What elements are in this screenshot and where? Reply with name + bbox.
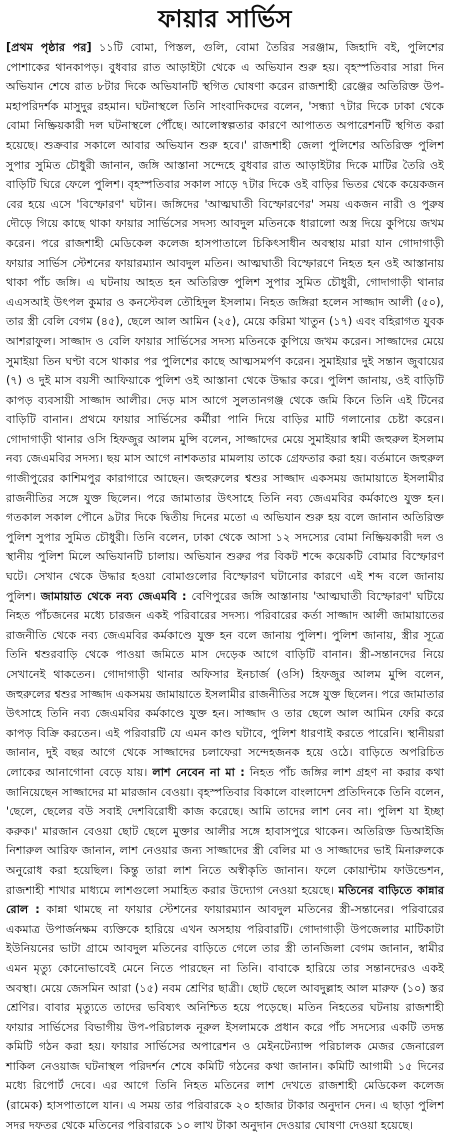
section-text: বেণিপুরের জঙ্গি আস্তানায় 'আত্মঘাতী বিস্ফোরণ' ঘটিয়ে নিহত পাঁচজনের মধ্যে চারজন একই পরিবারের সদস্য। পরিবারের কর্তা সাজ্জাদ আলী জামায়াতের রাজনীতি থেকে নব্য জেএমবির কর্মকাণ্ডে যুক্ত হন বলে জানায় পুলিশ। পুলিশ জানায়, স্ত্রীর সূত্রে তিনি শ্বশুরবাড়ি থেকে পাওয়া জমিতে মাস দেড়েক আগে বাড়িটি বানান। স্ত্রী-সন্তানদের নিয়ে সেখানেই থাকতেন। গোদাগাড়ী থানার অফিসার ইনচার্জ (ওসি) হিফজুর আলম মুন্সি বলেন, জহুরুলের শ্বশুর সাজ্জাদ একসময় জামায়াতে ইসলামীর রাজনীতির সঙ্গে যুক্ত ছিলেন। পরে জামাতার উৎসাহে তিনি নব্য জেএমবির কর্মকাণ্ডে যুক্ত হন। সাজ্জাদ ও তার ছেলে আল আমিন ফেরি করে কাপড় বিক্রি করতেন। এই পরিবারটি যে এমন কাণ্ড ঘটাবে, পুলিশ ধারণাই করতে পারেনি। স্থানীয়রা জানান, দুই বছর আগে থেকে সাজ্জাদের চলাফেরা সন্দেহজনক হয়ে ওঠে। বাড়িতে অপরিচিত লোকের আনাগোনা বেড়ে যায়। — [6, 589, 444, 779]
section-subhead: লাশ নেবেন না মা : — [152, 765, 245, 779]
section-subhead: মতিনের বাড়িতে কান্নার রোল : — [6, 883, 444, 917]
continuation-marker: [প্রথম পৃষ্ঠার পর] — [6, 41, 92, 54]
article-body — [6, 38, 444, 1135]
intro-paragraph: ১১টি বোমা, পিস্তল, গুলি, বোমা তৈরির সরঞ্জাম, জিহাদি বই, পুলিশের পোশাকের থানকাপড়। বুধবার রাত আড়াইটা থেকে এ অভিযান শুরু হয়। বৃহস্পতিবার সারা দিন অভিযান শেষে রাত ৮টার দিকে অভিযানটি স্থগিত ঘোষণা করেন রাজশাহী রেঞ্জের অতিরিক্ত উপ-মহাপরিদর্শক মাসুদুর রহমান। ঘটনাস্থলে তিনি সাংবাদিকদের বলেন, 'সন্ধ্যা ৭টার দিকে ঢাকা থেকে বোমা নিষ্ক্রিয়কারী দল ঘটনাস্থলে পৌঁছে। আলোস্বল্পতার কারণে আপাতত অপারেশনটি স্থগিত করা হয়েছে। শুক্রবার সকালে আবার অভিযান শুরু হবে।' রাজশাহী জেলা পুলিশের অতিরিক্ত পুলিশ সুপার সুমিত চৌধুরী জানান, জঙ্গি আস্তানা সন্দেহে বুধবার রাত আড়াইটার দিকে মাটির তৈরি ওই বাড়িটি ঘিরে ফেলে পুলিশ। বৃহস্পতিবার সকাল সাড়ে ৭টার দিকে ওই বাড়ির ভিতর থেকে কয়েকজন বের হয়ে এসে 'বিস্ফোরণ' ঘটান। জঙ্গিদের 'আত্মঘাতী বিস্ফোরণের' সময় একজন নারী ও পুরুষ দৌড়ে গিয়ে কাছে থাকা ফায়ার সার্ভিসের সদস্য আবদুল মতিনকে ধারালো অস্ত্র দিয়ে কুপিয়ে জখম করেন। পরে রাজশাহী মেডিকেল কলেজ হাসপাতালে চিকিৎসাধীন অবস্থায় মারা যান গোদাগাড়ী ফায়ার সার্ভিস স্টেশনের ফায়ারম্যান আবদুল মতিন। আত্মঘাতী বিস্ফোরণে নিহত হন ওই আস্তানায় থাকা পাঁচ জঙ্গি। এ ঘটনায় আহত হন অতিরিক্ত পুলিশ সুপার সুমিত চৌধুরী, গোদাগাড়ী থানার এএসআই উৎপল কুমার ও কনস্টেবল তৌহিদুল ইসলাম। নিহত জঙ্গিরা হলেন সাজ্জাদ আলী (৫০), তার স্ত্রী বেলি বেগম (৪৫), ছেলে আল আমিন (২৫), মেয়ে করিমা খাতুন (১৭) এবং বহিরাগত যুবক আশরাফুল। সাজ্জাদ ও বেলি ফায়ার সার্ভিসের সদস্য মতিনকে কুপিয়ে জখম করেন। সাজ্জাদের মেয়ে সুমাইয়া তিন ঘণ্টা বসে থাকার পর পুলিশের কাছে আত্মসমর্পণ করেন। সুমাইয়ার দুই সন্তান জুবায়ের (৭) ও দুই মাস বয়সী আফিয়াকে পুলিশ ওই আস্তানা থেকে উদ্ধার করে। পুলিশ জানায়, ওই বাড়িটি কাপড় ব্যবসায়ী সাজ্জাদ আলীর। দেড় মাস আগে সুলতানগঞ্জ থেকে জমি কিনে তিনি এই টিনের বাড়িটি বানান। প্রথমে ফায়ার সার্ভিসের কর্মীরা পানি দিয়ে বাড়ির মাটি গলানোর চেষ্টা করেন। গোদাগাড়ী থানার ওসি হিফজুর আলম মুন্সি বলেন, সাজ্জাদের মেয়ে সুমাইয়ার স্বামী জহুরুল ইসলাম নব্য জেএমবির সদস্য। ছয় মাস আগে নাশকতার মামলায় তাকে গ্রেফতার করা হয়। বর্তমানে জহুরুল গাজীপুরের কাশিমপুর কারাগারে আছেন। জহুরুলের শ্বশুর সাজ্জাদ একসময় জামায়াতে ইসলামীর রাজনীতির সঙ্গে যুক্ত ছিলেন। পরে জামাতার উৎসাহে তিনি নব্য জেএমবির কর্মকাণ্ডে যুক্ত হন। গতকাল সকাল পৌনে ৯টার দিকে দ্বিতীয় দিনের মতো এ অভিযান শুরু হয় বলে জানান অতিরিক্ত পুলিশ সুপার সুমিত চৌধুরী। তিনি বলেন, ঢাকা থেকে আসা ১২ সদস্যের বোমা নিষ্ক্রিয়কারী দল ও স্থানীয় পুলিশ মিলে অভিযানটি চালায়। অভিযান শুরুর পর বিকট শব্দে কয়েকটি বোমার বিস্ফোরণ ঘটে। সেখান থেকে উদ্ধার হওয়া বোমাগুলোর বিস্ফোরণ ঘটানোর কারণে এই শব্দ বলে জানায় পুলিশ। — [6, 41, 444, 603]
section-text: কান্না থামছে না ফায়ার স্টেশনের ফায়ারম্যান আবদুল মতিনের স্ত্রী-সন্তানের। পরিবারের একমাত্র উপার্জনক্ষম ব্যক্তিকে হারিয়ে এখন অসহায় পরিবারটি। গোদাগাড়ী উপজেলার মাটিকাটা ইউনিয়নের ভাটা গ্রামে আবদুল মতিনের বাড়িতে গেলে তার স্ত্রী তানজিলা বেগম জানান, স্বামীর এমন মৃত্যু কোনোভাবেই মেনে নিতে পারছেন না তিনি। বাবাকে হারিয়ে তার সন্তানদেরও একই অবস্থা। মেয়ে জেসমিন আরা (১৫) নবম শ্রেণির ছাত্রী। ছোট ছেলে আবদুল্লাহ আল মারুফ (১০) স্তর শ্রেণির। বাবার মৃত্যুতে তাদের ভবিষ্যৎ অনিশ্চিত হয়ে পড়েছে। মতিন নিহতের ঘটনায় রাজশাহী ফায়ার সার্ভিসের বিভাগীয় উপ-পরিচালক নূরুল ইসলামকে প্রধান করে পাঁচ সদস্যের একটি তদন্ত কমিটি গঠন করা হয়। ফায়ার সার্ভিসের অপারেশন ও মেইনটেন্যান্স পরিচালক মেজর জেনারেল শাকিল নেওয়াজ ঘটনাস্থল পরিদর্শন শেষে কমিটি গঠনের কথা জানান। কমিটি আগামী ১৫ দিনের মধ্যে রিপোর্ট দেবে। এর আগে তিনি নিহত মতিনের লাশ দেখতে রাজশাহী মেডিকেল কলেজ (রামেক) হাসপাতালে যান। এ সময় তার পরিবারকে ২০ হাজার টাকার অনুদান দেন। এ ছাড়া পুলিশ সদর দফতর থেকে মতিনের পরিবারকে ১০ লাখ টাকা অনুদান দেওয়ার ঘোষণা দেওয়া হয়েছে। — [6, 903, 444, 1132]
section-text: নিহত পাঁচ জঙ্গির লাশ গ্রহণ না করার কথা জানিয়েছেন সাজ্জাদের মা মারজান বেওয়া। বৃহস্পতিবার বিকালে বাংলাদেশ প্রতিদিনকে তিনি বলেন, 'ছেলে, ছেলের বউ সবাই দেশবিরোধী কাজ করেছে। আমি তাদের লাশ নেব না। পুলিশ যা ইচ্ছা করুক।' মারজান বেওয়া ছোট ছেলে মুক্তার আলীর সঙ্গে হাবাসপুরে থাকেন। অতিরিক্ত ডিআইজি নিশারুল আরিফ জানান, লাশ নেওয়ার জন্য সাজ্জাদের স্ত্রী বেলির মা ও সাজ্জাদের ভাই মিনারুলকে অনুরোধ করা হয়েছিল। কিন্তু তারা লাশ নিতে অস্বীকৃতি জানান। ফলে কোয়ান্টাম ফাউন্ডেশন, রাজশাহী শাখার মাধ্যমে লাশগুলো সমাহিত করার উদ্যোগ নেওয়া হয়েছে। — [6, 765, 444, 897]
section-subhead: জামায়াত থেকে নব্য জেএমবি : — [40, 589, 187, 603]
headline: ফায়ার সার্ভিস — [157, 5, 293, 33]
